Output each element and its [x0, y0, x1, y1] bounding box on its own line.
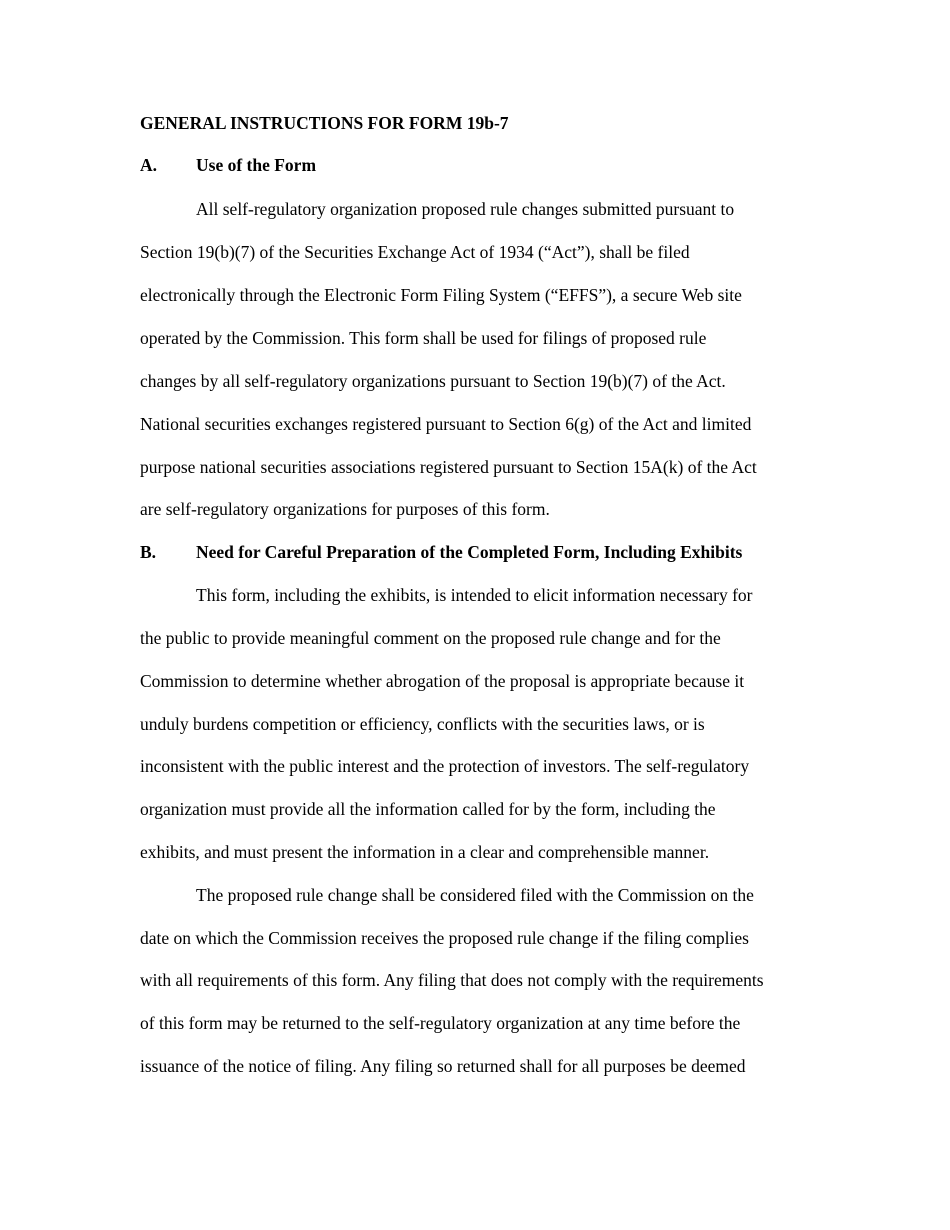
section-b-p1-line: This form, including the exhibits, is intended to elicit information necessary for	[196, 585, 753, 605]
section-a-line: Section 19(b)(7) of the Securities Exchange Act of 1934 (“Act”), shall be filed	[140, 242, 690, 262]
section-a-line: National securities exchanges registered pursuant to Section 6(g) of the Act and limited	[140, 414, 752, 434]
section-a-line: are self-regulatory organizations for purposes of this form.	[140, 499, 550, 519]
section-b-p2-line: of this form may be returned to the self-regulatory organization at any time before the	[140, 1013, 741, 1033]
section-a-letter: A.	[140, 155, 158, 175]
section-b-p2-line: issuance of the notice of filing. Any filing so returned shall for all purposes be deemed	[140, 1056, 746, 1076]
section-b-title: Need for Careful Preparation of the Completed Form, Including Exhibits	[196, 542, 743, 562]
section-b-p1-line: unduly burdens competition or efficiency, conflicts with the securities laws, or is	[140, 714, 705, 734]
section-a-title: Use of the Form	[196, 155, 317, 175]
section-b-p2-line: The proposed rule change shall be considered filed with the Commission on the	[196, 885, 754, 905]
document-title: GENERAL INSTRUCTIONS FOR FORM 19b-7	[140, 113, 509, 133]
section-a-line: All self-regulatory organization proposed rule changes submitted pursuant to	[196, 199, 735, 219]
section-b-p1-line: inconsistent with the public interest and the protection of investors. The self-regulatory	[140, 756, 750, 776]
section-b-p1-line: exhibits, and must present the information in a clear and comprehensible manner.	[140, 842, 710, 862]
section-b-p2-line: date on which the Commission receives the proposed rule change if the filing complies	[140, 928, 749, 948]
section-a-line: changes by all self-regulatory organizations pursuant to Section 19(b)(7) of the Act.	[140, 371, 726, 391]
section-a-heading	[140, 154, 316, 176]
section-a-line: electronically through the Electronic Form Filing System (“EFFS”), a secure Web site	[140, 285, 742, 305]
section-b-p2-line: with all requirements of this form. Any filing that does not comply with the requirements	[140, 970, 764, 990]
section-a-line: purpose national securities associations registered pursuant to Section 15A(k) of the Act	[140, 457, 757, 477]
section-b-letter: B.	[140, 542, 157, 562]
section-a-line: operated by the Commission. This form shall be used for filings of proposed rule	[140, 328, 707, 348]
section-b-p1-line: the public to provide meaningful comment on the proposed rule change and for the	[140, 628, 721, 648]
section-b-p1-line: Commission to determine whether abrogation of the proposal is appropriate because it	[140, 671, 745, 691]
section-b-heading	[140, 541, 742, 563]
section-b-p1-line: organization must provide all the information called for by the form, including the	[140, 799, 716, 819]
